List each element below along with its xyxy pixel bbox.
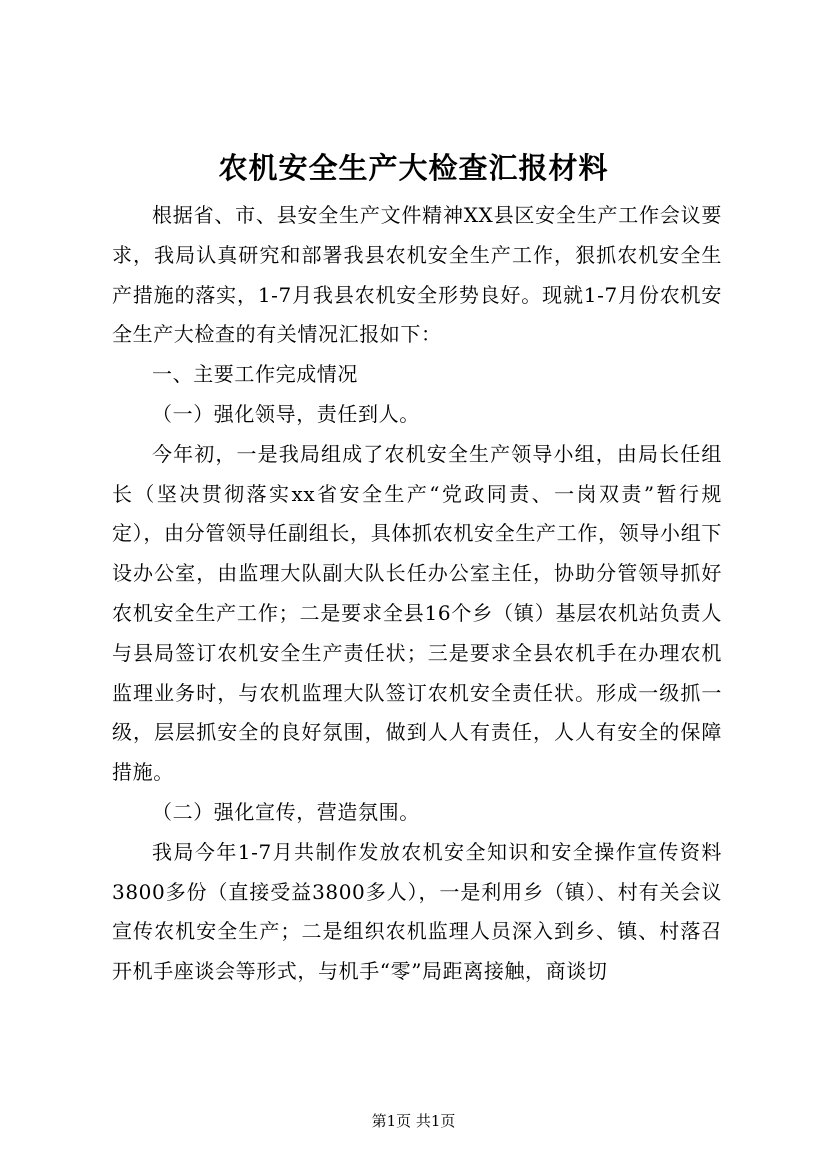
section-heading-main-work: 一、主要工作完成情况 — [152, 362, 358, 387]
document-body — [112, 196, 722, 992]
paragraph-leadership: 今年初，一是我局组成了农机安全生产领导小组，由局长任组长（坚决贯彻落实xx省安全生产“党政同责、一岗双责”暂行规定），由分管领导任副组长，具体抓农机安全生产工作，领导小组下设办公室，由监理大队副大队长任办公室主任，协助分管领导抓好农机安全生产工作；二是要求全县16个乡（镇）基层农机站负责人与县局签订农机安全生产责任状；三是要求全县农机手在办理农机监理业务时，与农机监理大队签订农机安全责任状。形成一级抓一级，层层抓安全的良好氛围，做到人人有责任，人人有安全的保障措施。 — [112, 441, 722, 785]
document-title: 农机安全生产大检查汇报材料 — [218, 151, 609, 185]
paragraph-intro: 根据省、市、县安全生产文件精神XX县区安全生产工作会议要求，我局认真研究和部署我县农机安全生产工作，狠抓农机安全生产措施的落实，1-7月我县农机安全形势良好。现就1-7月份农机安全生产大检查的有关情况汇报如下： — [112, 203, 722, 347]
subsection-heading-leadership: （一）强化领导，责任到人。 — [152, 401, 420, 426]
page-footer: 第1页 共1页 — [371, 1112, 456, 1130]
subsection-heading-publicity: （二）强化宣传，营造氛围。 — [152, 799, 420, 824]
paragraph-publicity: 我局今年1-7月共制作发放农机安全知识和安全操作宣传资料3800多份（直接受益3800多人），一是利用乡（镇）、村有关会议宣传农机安全生产；二是组织农机监理人员深入到乡、镇、村落召开机手座谈会等形式，与机手“零”局距离接触，商谈切 — [112, 839, 722, 984]
